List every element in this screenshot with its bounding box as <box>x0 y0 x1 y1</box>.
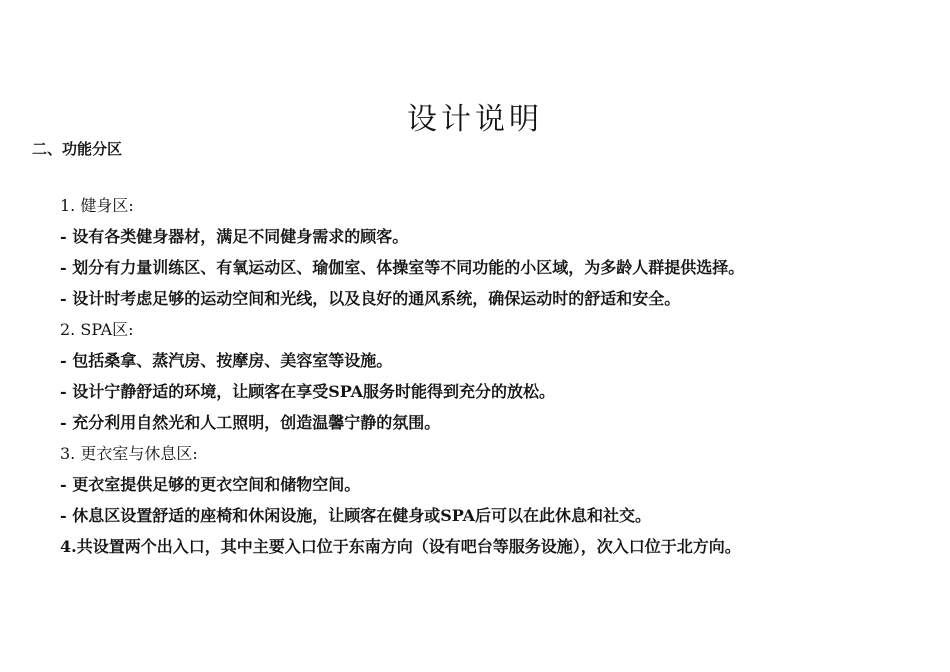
text-line: - 休息区设置舒适的座椅和休闲设施，让顾客在健身或SPA后可以在此休息和社交。 <box>60 506 652 525</box>
text-line: - 划分有力量训练区、有氧运动区、瑜伽室、体操室等不同功能的小区域，为多龄人群提供选择。 <box>60 258 745 277</box>
text-line: 1. 健身区: <box>60 196 134 215</box>
page-title: 设计说明 <box>407 102 543 137</box>
text-line: - 充分利用自然光和人工照明，创造温馨宁静的氛围。 <box>60 413 441 432</box>
text-line: 3. 更衣室与休息区: <box>60 444 198 463</box>
text-line: 2. SPA区: <box>60 320 134 339</box>
text-line: - 设有各类健身器材，满足不同健身需求的顾客。 <box>60 227 409 246</box>
section-heading: 二、功能分区 <box>32 140 123 158</box>
text-line: - 设计宁静舒适的环境，让顾客在享受SPA服务时能得到充分的放松。 <box>60 382 556 401</box>
body-text <box>60 190 930 562</box>
text-line: - 包括桑拿、蒸汽房、按摩房、美容室等设施。 <box>60 351 393 370</box>
text-line: - 更衣室提供足够的更衣空间和储物空间。 <box>60 475 361 494</box>
text-line: - 设计时考虑足够的运动空间和光线，以及良好的通风系统，确保运动时的舒适和安全。 <box>60 289 681 308</box>
text-line: 4.共设置两个出入口，其中主要入口位于东南方向（设有吧台等服务设施），次入口位于北方向。 <box>60 537 741 556</box>
